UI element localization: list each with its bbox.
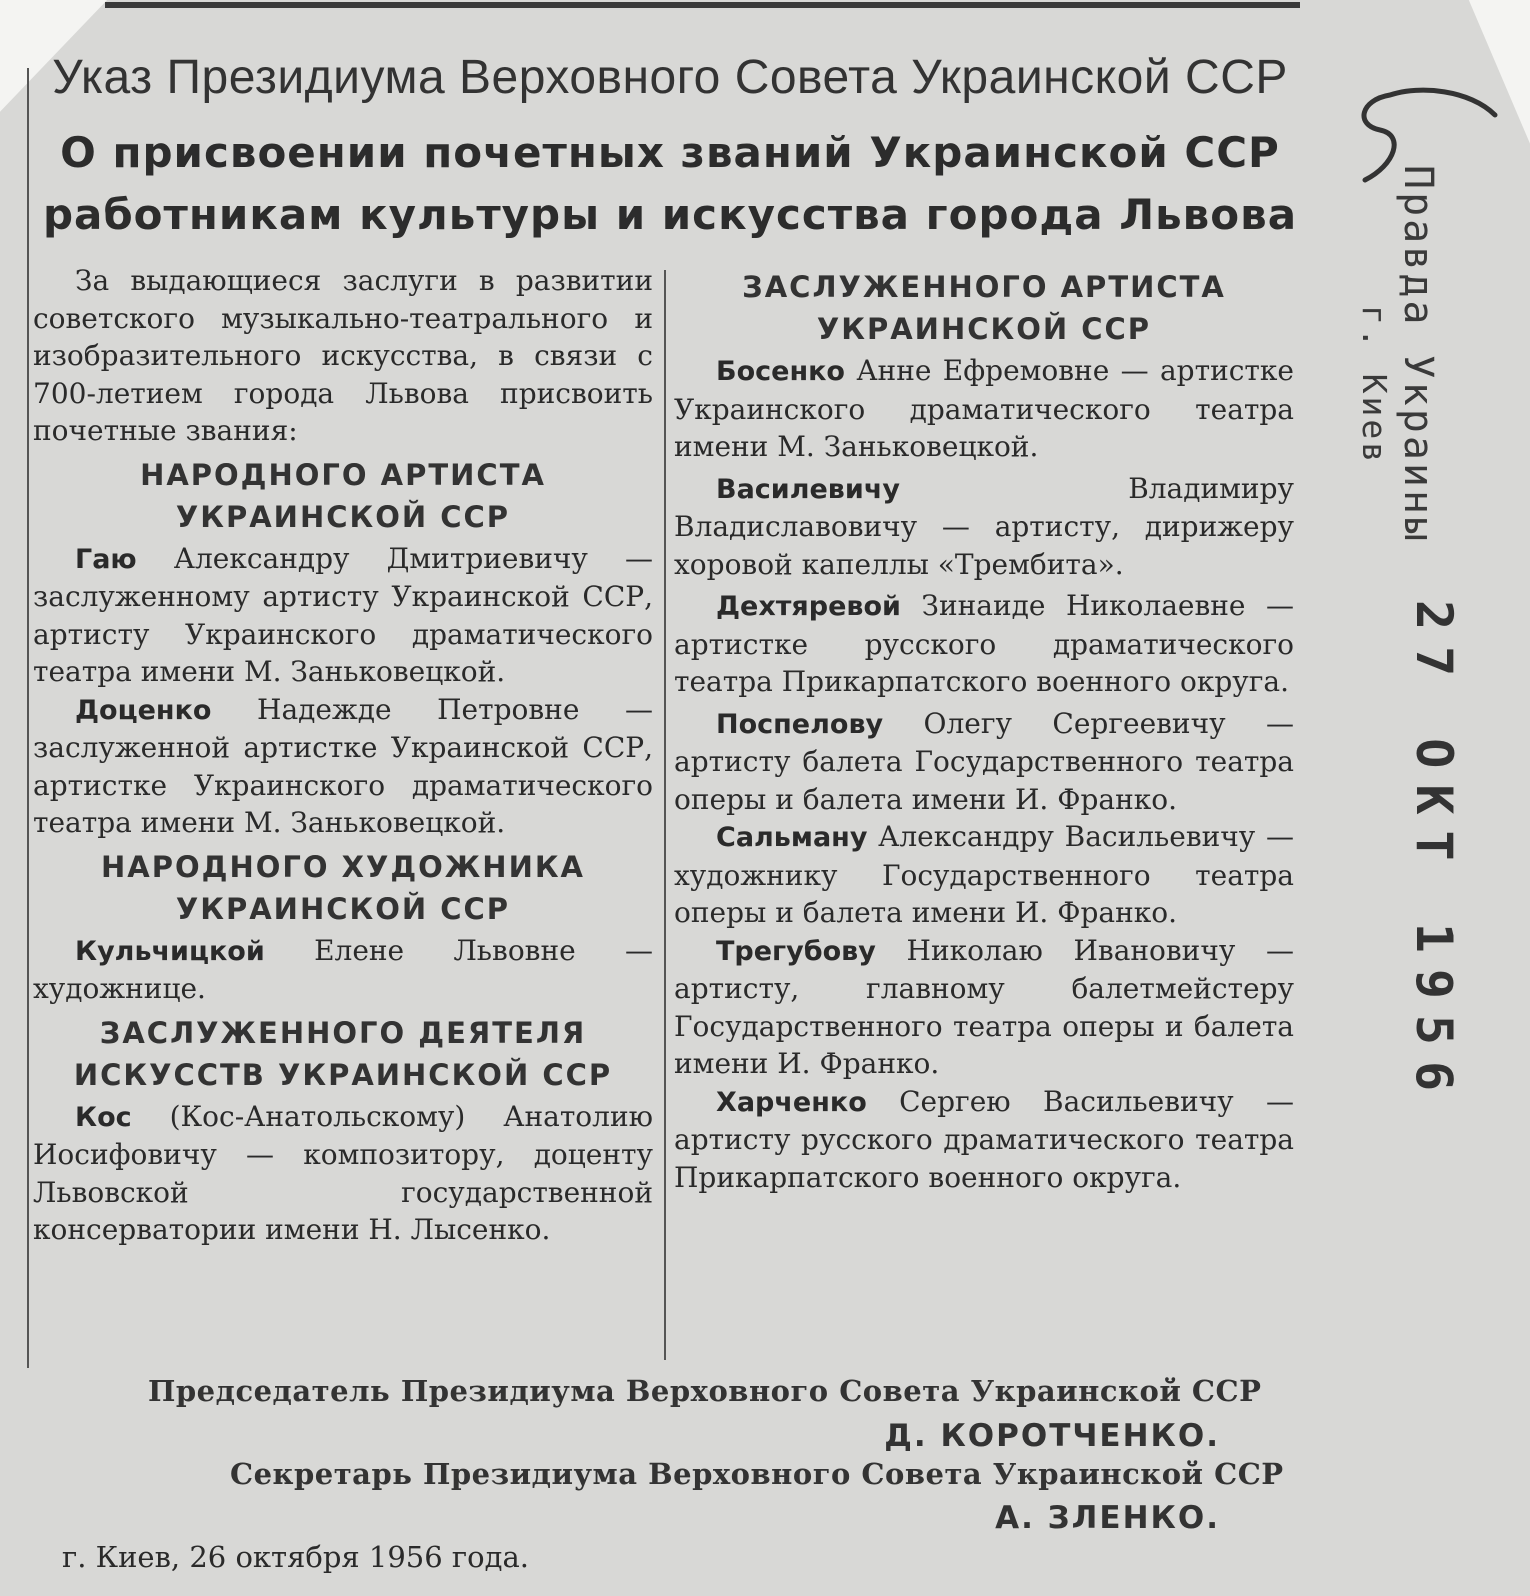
award-entry [674,352,1294,466]
intro-paragraph: За выдающиеся заслуги в развитии советского музыкально-театрального и изобразительного искусства, в связи с 700-летием города Львова присвоить почетные звания: [33,264,653,447]
awardee-name: Кос [75,1101,132,1133]
awardee-name: Харченко [716,1086,867,1118]
signatory-position-secretary: Секретарь Президиума Верховного Совета Украинской ССР [230,1457,1284,1491]
decree-subtitle-line2: работникам культуры и искусства города Львова [42,190,1298,239]
award-entry [33,1098,653,1249]
stamp-city: г. Киев [1355,305,1394,466]
awardee-name: Босенко [716,356,845,387]
awardee-name: Сальману [716,822,868,853]
award-text: (Кос-Анатольскому) Анатолию Иосифовичу — композитору, доценту Львовской государственной консерватории имени Н. Лысенко. [33,1099,653,1246]
section-heading-peoples-artist-painter: НАРОДНОГО ХУДОЖНИКА УКРАИНСКОЙ ССР [101,849,585,926]
top-rule [105,2,1300,8]
award-text: Олегу Сергеевичу — артисту балета Государственного театра оперы и балета имени И. Франко. [674,706,1294,816]
awardee-name: Кульчицкой [75,935,265,967]
award-text: Сергею Васильевичу — артисту русского драматического театра Прикарпатского военного округа. [674,1084,1294,1194]
award-entry [33,932,653,1008]
awardee-name: Поспелову [716,708,884,740]
award-entry [674,705,1294,819]
awardee-name: Трегубову [716,935,876,967]
award-entry [674,470,1294,584]
award-text: Александру Васильевичу — художнику Государственного театра оперы и балета имени И. Франко. [674,820,1294,929]
section-heading-honored-artist: ЗАСЛУЖЕННОГО АРТИСТА УКРАИНСКОЙ ССР [742,270,1226,346]
signatory-position-chairman: Председатель Президиума Верховного Совета Украинской ССР [148,1374,1262,1408]
award-entry [33,540,653,691]
award-text: Анне Ефремовне — артистке Украинского драматического театра имени М. Заньковецкой. [674,354,1294,463]
awardee-name: Доценко [75,694,212,726]
left-column [33,262,653,1249]
stamp-date: 27 ОКТ 1956 [1405,600,1463,1108]
decree-subtitle-line1: О присвоении почетных званий Украинской ССР [60,128,1280,177]
award-text: Зинаиде Николаевне — артистке русского драматического театра Прикарпатского военного округа. [674,589,1294,698]
signatory-name-chairman: Д. КОРОТЧЕНКО. [884,1418,1220,1454]
decree-title: Указ Президиума Верховного Совета Украинской ССР [52,51,1288,104]
section-heading-honored-art-worker: ЗАСЛУЖЕННОГО ДЕЯТЕЛЯ ИСКУССТВ УКРАИНСКОЙ ССР [73,1015,613,1092]
awardee-name: Гаю [75,543,137,575]
award-entry [674,1083,1294,1197]
left-rule [27,68,29,1368]
place-and-date: г. Киев, 26 октября 1956 года. [62,1540,529,1574]
award-text: Александру Дмитриевичу — заслуженному артисту Украинской ССР, артисту Украинского драматического театра имени М. Заньковецкой. [33,541,653,688]
signatory-name-secretary: А. ЗЛЕНКО. [995,1500,1220,1536]
award-text: Владимиру Владиславовичу — артисту, дирижеру хоровой капеллы «Трембита». [674,471,1294,581]
award-entry [33,691,653,842]
award-entry [674,818,1294,932]
stamp-source: Правда Украины [1395,165,1441,545]
award-entry [674,587,1294,701]
award-entry [674,932,1294,1083]
awardee-name: Дехтяревой [716,591,901,622]
award-text: Елене Львовне — художнице. [33,933,653,1005]
right-column [674,262,1294,1196]
award-text: Николаю Ивановичу — артисту, главному балетмейстеру Государственного театра оперы и балета имени И. Франко. [674,933,1294,1080]
section-heading-peoples-artist: НАРОДНОГО АРТИСТА УКРАИНСКОЙ ССР [140,457,546,534]
awardee-name: Василевичу [716,473,900,505]
column-rule [664,270,666,1360]
award-text: Надежде Петровне — заслуженной артистке Украинской ССР, артистке Украинского драматического театра имени М. Заньковецкой. [33,692,653,839]
